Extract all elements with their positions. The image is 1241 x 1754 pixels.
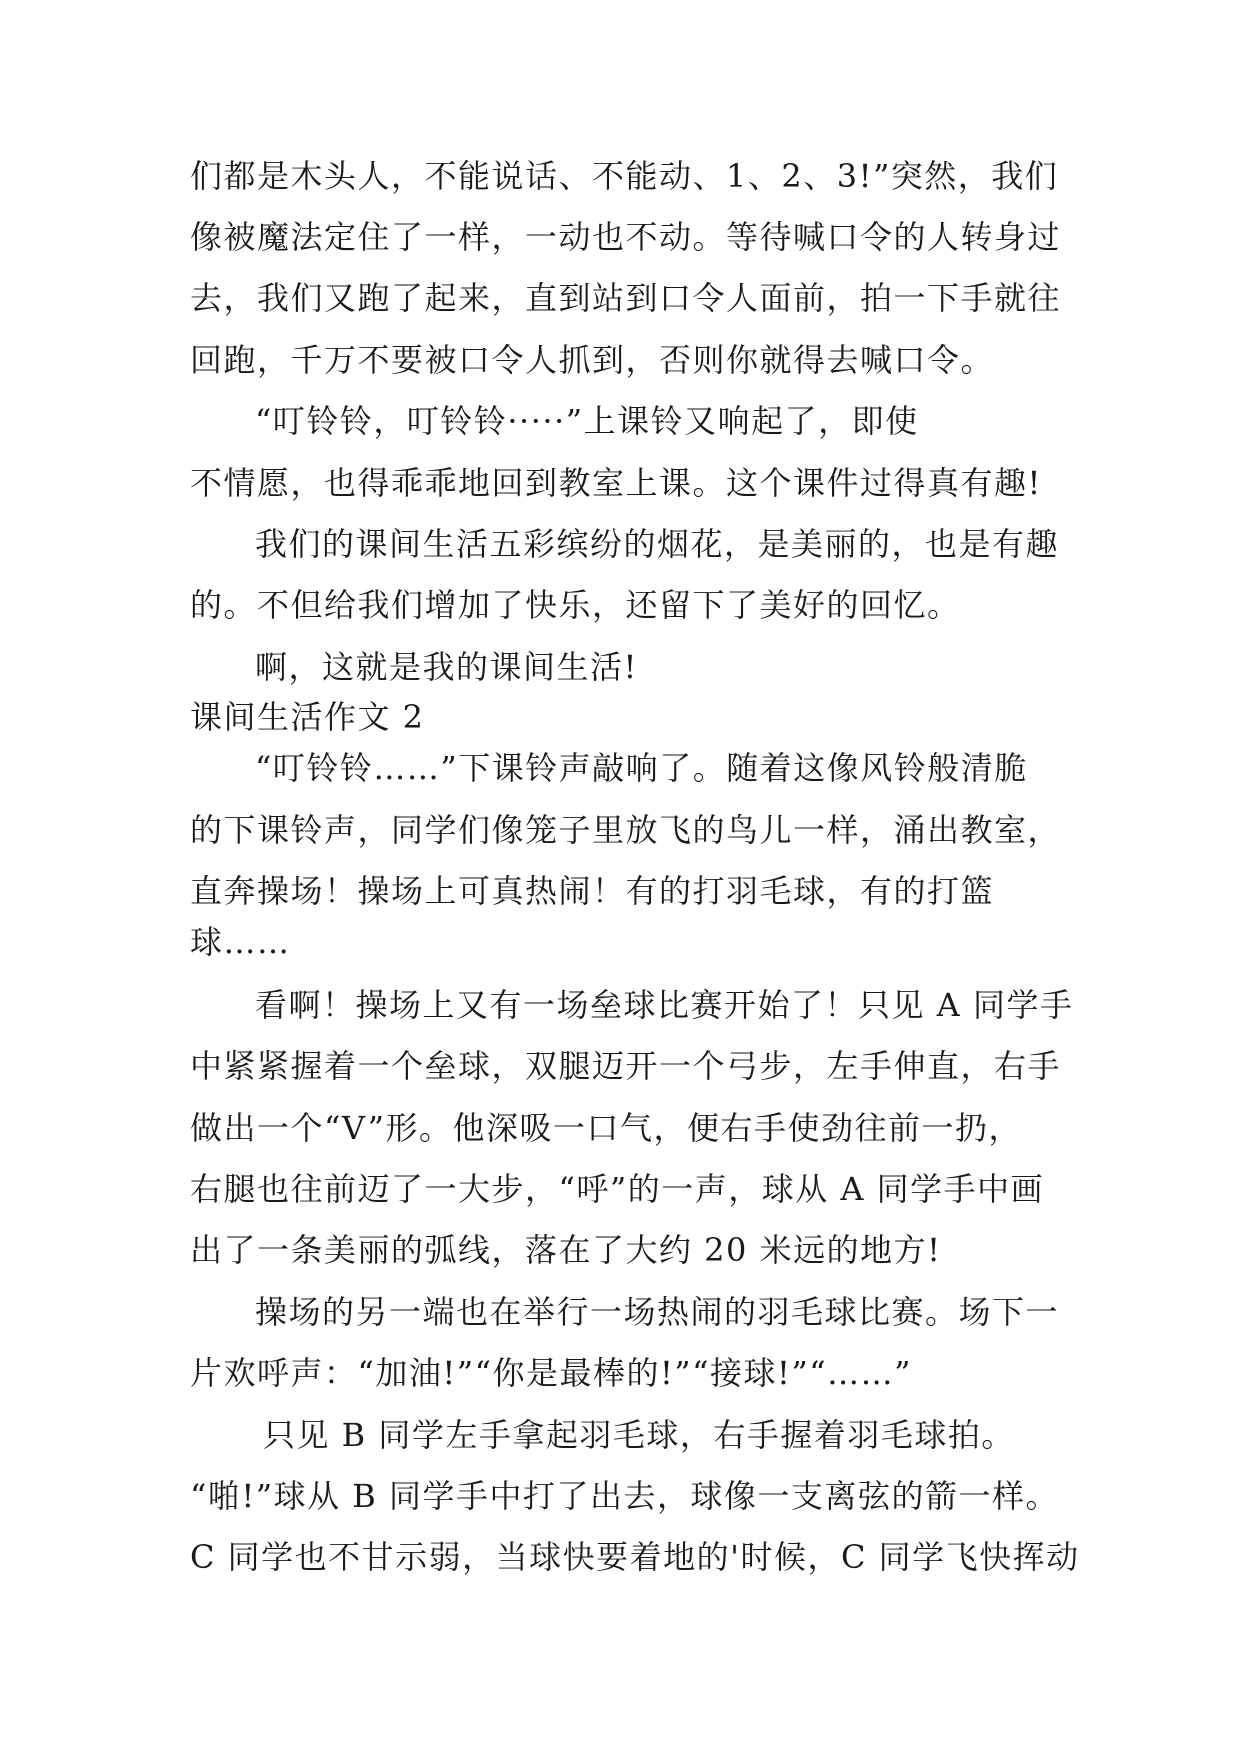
text-line: 中紧紧握着一个垒球，双腿迈开一个弓步，左手伸直，右手 <box>190 1047 1062 1085</box>
text-line: 看啊！操场上又有一场垒球比赛开始了！只见 A 同学手 <box>255 986 1074 1024</box>
text-line: 的。不但给我们增加了快乐，还留下了美好的回忆。 <box>190 586 961 624</box>
text-line: 像被魔法定住了一样，一动也不动。等待喊口令的人转身过 <box>190 218 1062 256</box>
text-line: 不情愿，也得乖乖地回到教室上课。这个课件过得真有趣! <box>190 464 1042 502</box>
text-line: 右腿也往前迈了一大步，“呼”的一声，球从 A 同学手中画 <box>190 1170 1045 1208</box>
text-line: 直奔操场！操场上可真热闹！有的打羽毛球，有的打篮 <box>190 872 995 910</box>
text-line: 回跑，千万不要被口令人抓到，否则你就得去喊口令。 <box>190 341 995 379</box>
text-line: 啊，这就是我的课间生活! <box>255 648 638 686</box>
text-line: “叮铃铃，叮铃铃·····”上课铃又响起了，即使 <box>255 402 919 440</box>
text-line: 们都是木头人，不能说话、不能动、1、2、3!”突然，我们 <box>190 157 1059 195</box>
text-line: 片欢呼声：“加油!”“你是最棒的!”“接球!”“……” <box>190 1354 912 1392</box>
text-line: 只见 B 同学左手拿起羽毛球，右手握着羽毛球拍。 <box>263 1416 1015 1454</box>
text-line: 的下课铃声，同学们像笼子里放飞的鸟儿一样，涌出教室， <box>190 811 1062 849</box>
section-heading: 课间生活作文 2 <box>190 698 425 736</box>
text-line: C 同学也不甘示弱，当球快要着地的'时候，C 同学飞快挥动 <box>190 1538 1080 1576</box>
text-line: 我们的课间生活五彩缤纷的烟花，是美丽的，也是有趣 <box>255 525 1060 563</box>
text-line: “啪!”球从 B 同学手中打了出去，球像一支离弦的箭一样。 <box>190 1477 1059 1515</box>
text-line: 出了一条美丽的弧线，落在了大约 20 米远的地方! <box>190 1231 942 1269</box>
text-line: 去，我们又跑了起来，直到站到口令人面前，拍一下手就往 <box>190 279 1062 317</box>
text-line: 操场的另一端也在举行一场热闹的羽毛球比赛。场下一 <box>255 1293 1060 1331</box>
text-line: 球…… <box>190 923 291 961</box>
text-line: “叮铃铃……”下课铃声敲响了。随着这像风铃般清脆 <box>255 749 1028 787</box>
text-line: 做出一个“V”形。他深吸一口气，便右手使劲往前一扔， <box>190 1109 1023 1147</box>
